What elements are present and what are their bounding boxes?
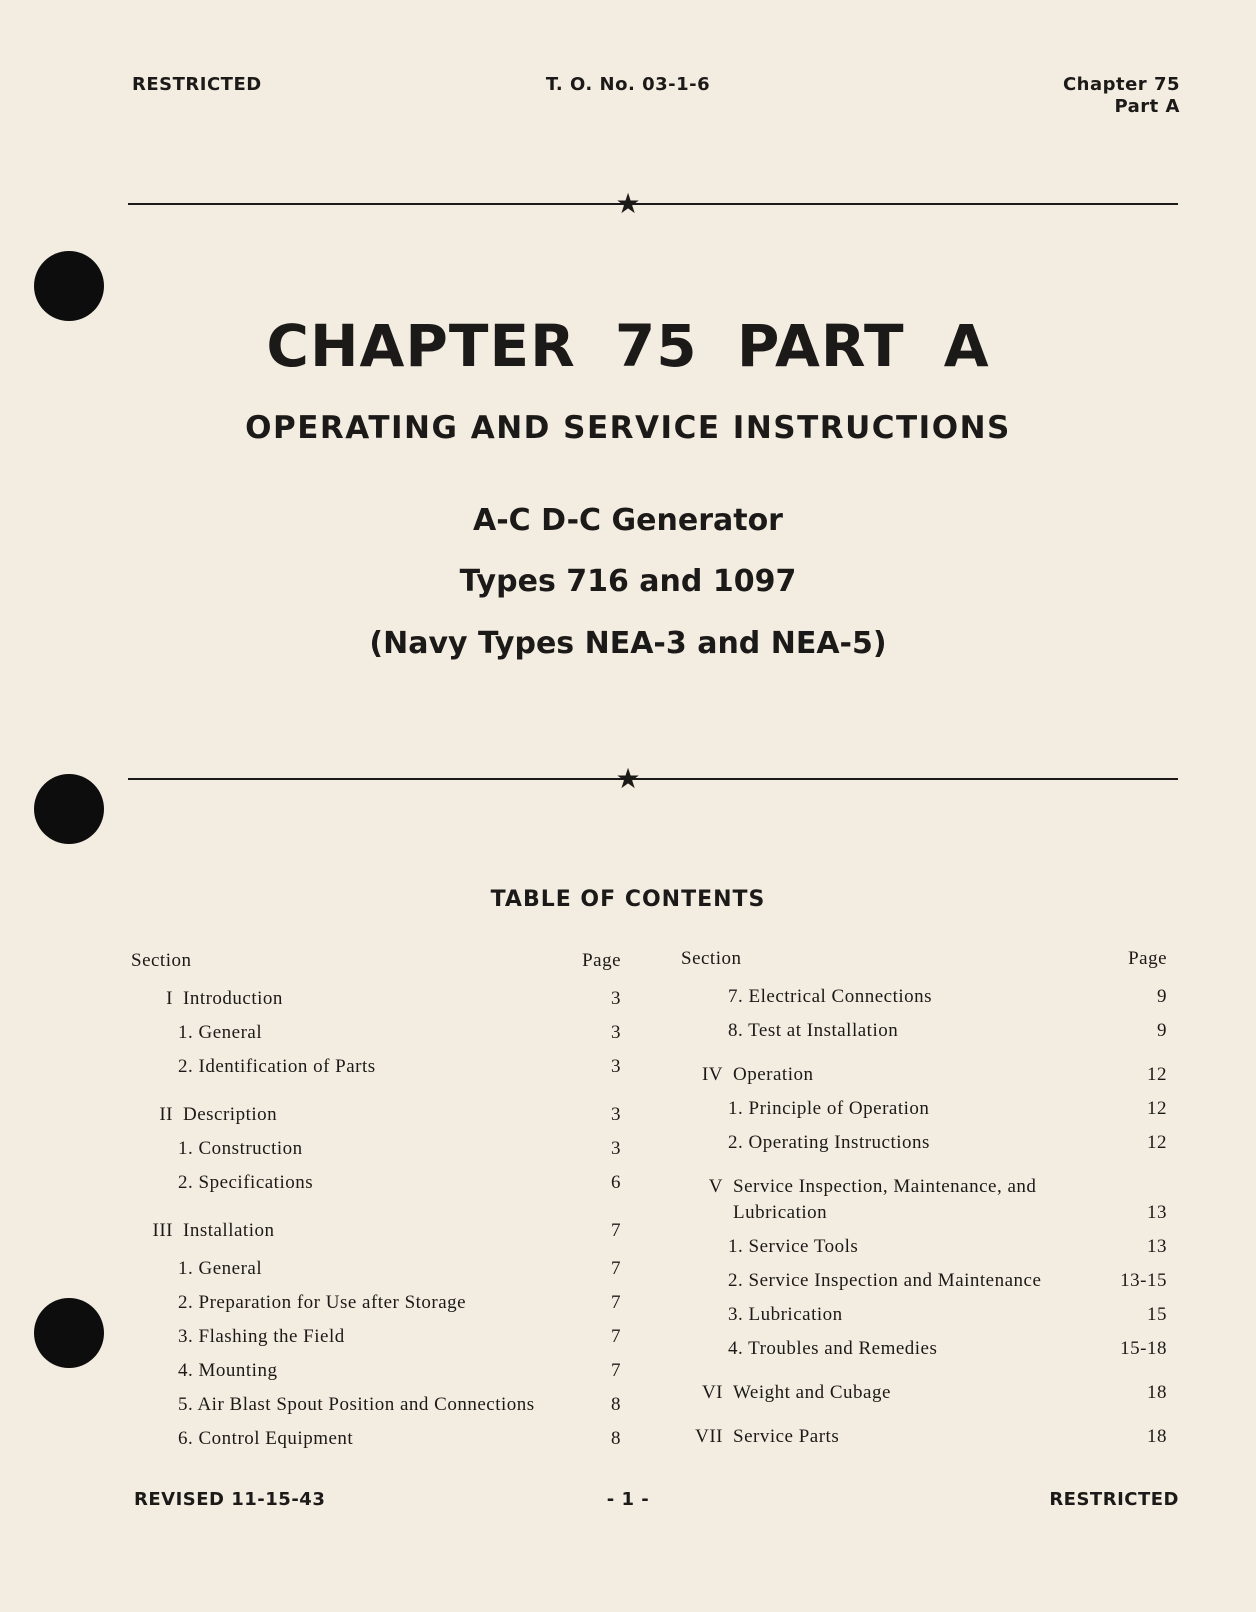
- toc-entry-title: 1. Service Tools: [728, 1236, 859, 1257]
- toc-entry-page: 18: [1147, 1382, 1167, 1403]
- toc-entry-title: 1. General: [178, 1022, 263, 1043]
- footer-classification: RESTRICTED: [1049, 1489, 1179, 1510]
- toc-entry-title: Operation: [733, 1064, 814, 1085]
- toc-right-section-label: Section: [681, 948, 742, 969]
- toc-entry: [131, 1426, 621, 1452]
- toc-entry-page: 9: [1157, 986, 1167, 1007]
- toc-entry-page: 15: [1147, 1304, 1167, 1325]
- navy-types: (Navy Types NEA-3 and NEA-5): [369, 626, 887, 661]
- toc-entry-page: 12: [1147, 1132, 1167, 1153]
- toc-entry-section-number: V: [708, 1176, 723, 1197]
- toc-entry: [131, 1256, 621, 1282]
- toc-entry-page: 7: [611, 1292, 621, 1313]
- toc-entry-title: 4. Troubles and Remedies: [728, 1338, 938, 1359]
- header-chapter-part: [1063, 74, 1180, 118]
- toc-entry-title: Service Parts: [733, 1426, 840, 1447]
- toc-entry-title: 4. Mounting: [178, 1360, 278, 1381]
- toc-entry-title: 7. Electrical Connections: [728, 986, 933, 1007]
- toc-entry: [681, 1268, 1167, 1294]
- toc-entry-title: 6. Control Equipment: [178, 1428, 354, 1449]
- toc-entry: [681, 1174, 1167, 1226]
- header-chapter: Chapter 75: [1062, 74, 1180, 95]
- toc-entry-page: 7: [611, 1258, 621, 1279]
- toc-entry-section-number: I: [166, 988, 173, 1009]
- toc-entry-section-number: VI: [701, 1382, 723, 1403]
- toc-entry: [681, 1380, 1167, 1406]
- toc-entry-page: 13-15: [1120, 1270, 1167, 1291]
- toc-left-page-label: Page: [582, 950, 621, 971]
- toc-entry: [131, 1324, 621, 1350]
- toc-entry-page: 15-18: [1120, 1338, 1167, 1359]
- toc-entry: [681, 1234, 1167, 1260]
- header-part: Part A: [1114, 96, 1180, 117]
- toc-entry-title: 2. Identification of Parts: [178, 1056, 376, 1077]
- toc-entry-title: 1. Principle of Operation: [728, 1098, 930, 1119]
- toc-entry-title: 2. Preparation for Use after Storage: [178, 1292, 467, 1313]
- toc-left-section-label: Section: [131, 950, 192, 971]
- toc-entry-page: 13: [1147, 1202, 1167, 1223]
- equipment-types: Types 716 and 1097: [459, 564, 797, 599]
- toc-entry-title: 8. Test at Installation: [728, 1020, 899, 1041]
- toc-entry-section-number: IV: [701, 1064, 723, 1085]
- bottom-divider-star-icon: ★: [615, 762, 641, 795]
- toc-entry: [681, 1062, 1167, 1088]
- footer-page-number: - 1 -: [606, 1489, 650, 1510]
- toc-entry: [131, 1358, 621, 1384]
- toc-entry: [131, 1020, 621, 1046]
- toc-right-page-label: Page: [1128, 948, 1167, 969]
- toc-entry-page: 18: [1147, 1426, 1167, 1447]
- toc-heading: TABLE OF CONTENTS: [490, 887, 766, 912]
- toc-entry-title: 3. Flashing the Field: [178, 1326, 345, 1347]
- toc-entry: [131, 1136, 621, 1162]
- toc-entry: [681, 1096, 1167, 1122]
- toc-entry-section-number: II: [159, 1104, 173, 1125]
- toc-entry: [131, 1102, 621, 1128]
- toc-entry-section-number: VII: [695, 1426, 723, 1447]
- toc-entry: [681, 1424, 1167, 1450]
- toc-entry: [681, 1336, 1167, 1362]
- toc-entry-page: 9: [1157, 1020, 1167, 1041]
- toc-entry-page: 13: [1147, 1236, 1167, 1257]
- chapter-title: CHAPTER 75 PART A: [266, 312, 990, 380]
- toc-left-column: [131, 950, 621, 1452]
- toc-entry-page: 6: [611, 1172, 621, 1193]
- toc-entry-title: 3. Lubrication: [728, 1304, 843, 1325]
- equipment-name: A-C D-C Generator: [473, 503, 783, 538]
- toc-entry-title: 2. Specifications: [178, 1172, 314, 1193]
- toc-entry-page: 12: [1147, 1064, 1167, 1085]
- toc-entry-title: Introduction: [183, 988, 283, 1009]
- toc-entry: [131, 1054, 621, 1080]
- toc-entry-title: 2. Service Inspection and Maintenance: [728, 1270, 1042, 1291]
- toc-entry: [131, 1392, 621, 1418]
- toc-entry: [681, 1130, 1167, 1156]
- footer-revision-date: REVISED 11-15-43: [134, 1489, 326, 1510]
- toc-entry: [131, 1170, 621, 1196]
- top-divider-star-icon: ★: [615, 187, 641, 220]
- toc-entry-page: 7: [611, 1326, 621, 1347]
- toc-entry-title: Service Inspection, Maintenance, and Lubrication: [733, 1176, 1037, 1223]
- toc-entry-page: 3: [611, 988, 621, 1009]
- toc-entry-page: 3: [611, 1138, 621, 1159]
- toc-entry-title: 1. Construction: [178, 1138, 303, 1159]
- toc-entry-page: 12: [1147, 1098, 1167, 1119]
- toc-entry-page: 8: [611, 1394, 621, 1415]
- toc-entry-page: 3: [611, 1104, 621, 1125]
- toc-right-rows: [681, 984, 1167, 1450]
- header-tech-order-number: T. O. No. 03-1-6: [545, 74, 711, 95]
- toc-entry-title: Installation: [183, 1220, 275, 1241]
- toc-entry-page: 8: [611, 1428, 621, 1449]
- toc-entry: [681, 1302, 1167, 1328]
- toc-entry-page: 7: [611, 1360, 621, 1381]
- toc-entry-title: 5. Air Blast Spout Position and Connections: [178, 1394, 535, 1415]
- header-classification: RESTRICTED: [132, 74, 262, 95]
- toc-left-column-header: [131, 950, 621, 976]
- toc-entry: [131, 986, 621, 1012]
- toc-entry-page: 3: [611, 1022, 621, 1043]
- toc-entry: [681, 984, 1167, 1010]
- toc-entry-section-number: III: [152, 1220, 173, 1241]
- toc-left-rows: [131, 986, 621, 1452]
- toc-right-column: [681, 948, 1167, 1450]
- toc-entry: [131, 1218, 621, 1244]
- toc-entry-title: Description: [183, 1104, 278, 1125]
- toc-entry-page: 7: [611, 1220, 621, 1241]
- binder-hole-top: [34, 251, 104, 321]
- toc-entry-title: Weight and Cubage: [733, 1382, 891, 1403]
- toc-entry-title: 1. General: [178, 1258, 263, 1279]
- toc-entry-page: 3: [611, 1056, 621, 1077]
- toc-right-column-header: [681, 948, 1167, 974]
- toc-entry-title: 2. Operating Instructions: [728, 1132, 930, 1153]
- toc-entry: [131, 1290, 621, 1316]
- document-subtitle: OPERATING AND SERVICE INSTRUCTIONS: [245, 410, 1011, 446]
- toc-entry: [681, 1018, 1167, 1044]
- binder-hole-bottom: [34, 1298, 104, 1368]
